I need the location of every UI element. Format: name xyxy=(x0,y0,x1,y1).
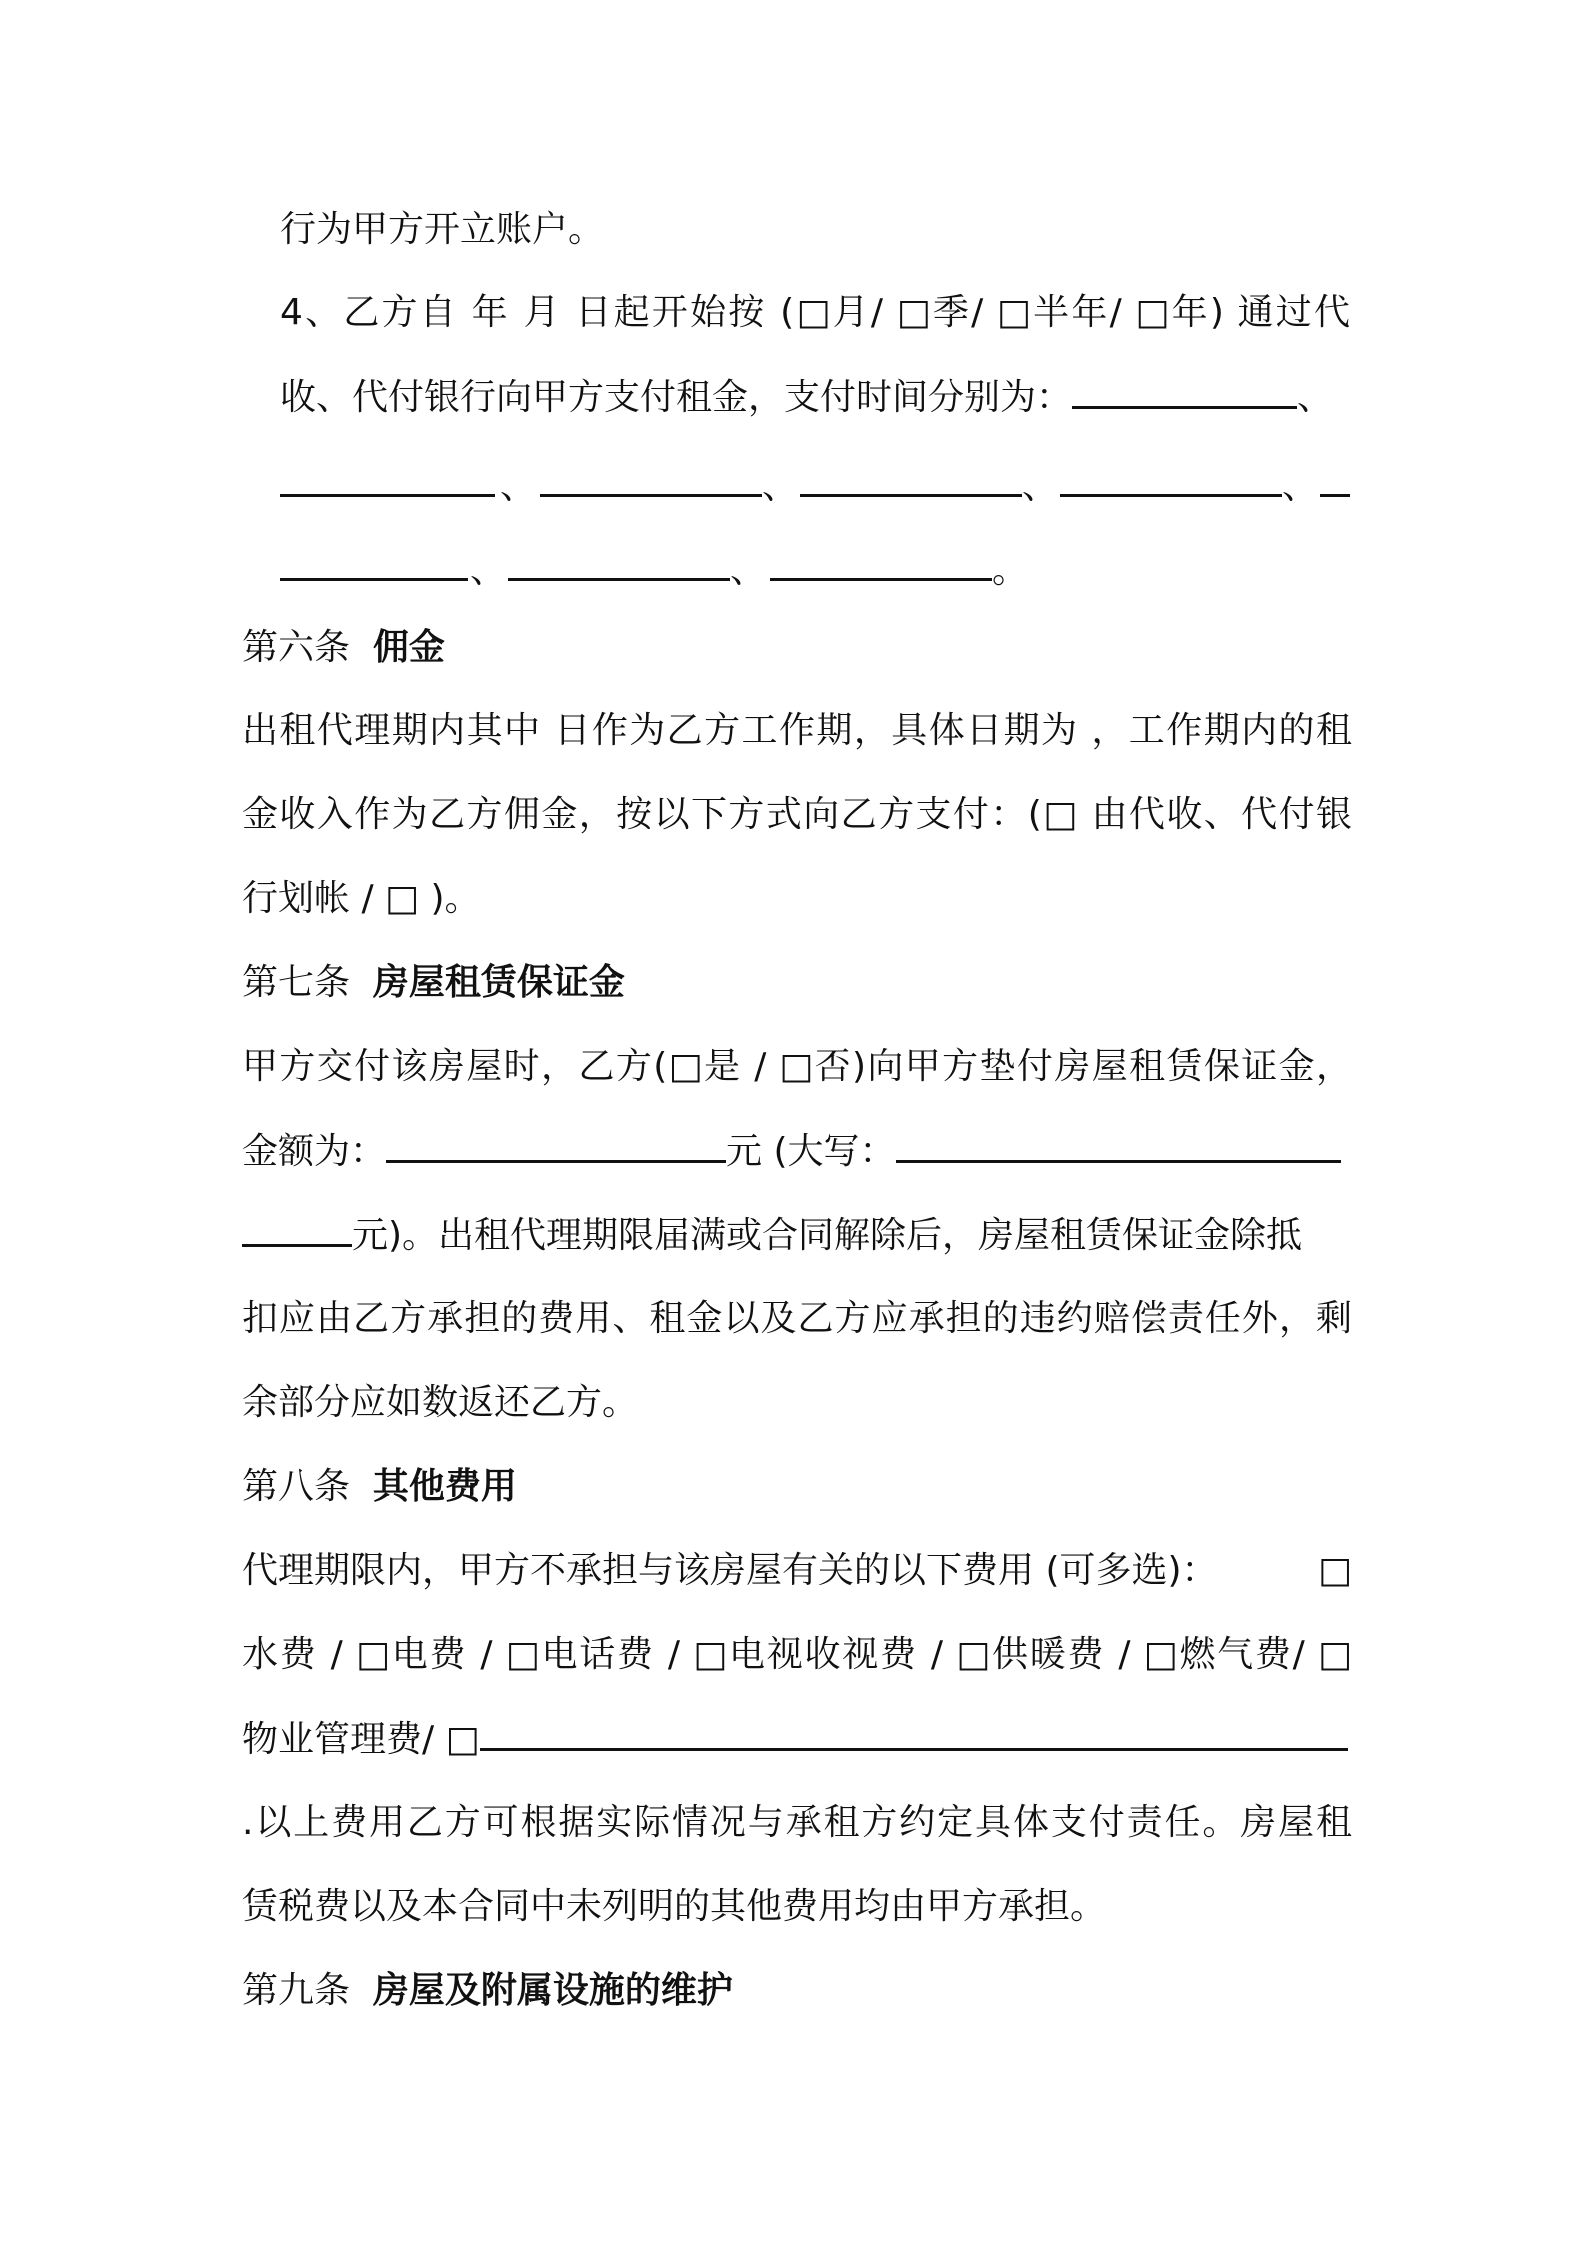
section-heading xyxy=(242,1462,1352,1512)
blank-field xyxy=(1072,372,1297,409)
blank-field xyxy=(1320,494,1350,497)
paragraph-line: 甲方交付该房屋时，乙方(□是 / □否)向甲方垫付房屋租赁保证金， xyxy=(242,1046,1352,1087)
capital-amount-blank xyxy=(242,1210,352,1247)
paragraph-line: 扣应由乙方承担的费用、租金以及乙方应承担的违约赔偿责任外，剩 xyxy=(242,1298,1352,1339)
payment-time-label: 收、代付银行向甲方支付租金，支付时间分别为： xyxy=(280,377,1073,418)
paragraph-line xyxy=(242,1210,1352,1261)
paragraph-text: 元)。出租代理期限届满或合同解除后，房屋租赁保证金除抵 xyxy=(352,1215,1303,1256)
paragraph-line xyxy=(242,1546,1352,1596)
paragraph-line xyxy=(242,1126,1352,1177)
blank-field xyxy=(508,578,730,581)
article-title: 房屋及附属设施的维护 xyxy=(372,1970,733,2011)
article-title: 佣金 xyxy=(372,627,445,668)
article-number: 第七条 xyxy=(242,962,351,1003)
capital-amount-label: 元 (大写： xyxy=(726,1131,896,1172)
paragraph-line: 金收入作为乙方佣金，按以下方式向乙方支付：(□ 由代收、代付银 xyxy=(242,794,1352,835)
blank-field xyxy=(1060,494,1282,497)
amount-blank xyxy=(386,1126,726,1163)
capital-amount-blank xyxy=(896,1126,1341,1163)
blank-field xyxy=(770,578,992,581)
article-title: 其他费用 xyxy=(372,1466,517,1507)
paragraph-line: 水费 / □电费 / □电话费 / □电视收视费 / □供暖费 / □燃气费/ □ xyxy=(242,1634,1352,1675)
separator: 、 xyxy=(762,466,799,507)
other-fee-blank xyxy=(480,1714,1348,1751)
article-number: 第九条 xyxy=(242,1970,351,2011)
amount-label: 金额为： xyxy=(242,1131,387,1172)
section-heading xyxy=(242,958,1352,1008)
paragraph-text: 代理期限内，甲方不承担与该房屋有关的以下费用 (可多选)： xyxy=(242,1550,1218,1591)
article-number: 第八条 xyxy=(242,1466,351,1507)
paragraph-line: .以上费用乙方可根据实际情况与承租方约定具体支付责任。房屋租 xyxy=(242,1802,1352,1843)
paragraph-line: 行为甲方开立账户。 xyxy=(280,209,605,250)
paragraph-line: 行划帐 / □ )。 xyxy=(242,878,481,919)
blank-field xyxy=(800,494,1022,497)
separator: 、 xyxy=(730,550,767,591)
paragraph-line: 出租代理期内其中 日作为乙方工作期，具体日期为 ，工作期内的租 xyxy=(242,710,1352,751)
paragraph-line: 赁税费以及本合同中未列明的其他费用均由甲方承担。 xyxy=(242,1886,1107,1927)
article-title: 房屋租赁保证金 xyxy=(372,962,625,1003)
blank-field xyxy=(280,494,495,497)
blank-field xyxy=(540,494,762,497)
separator: 、 xyxy=(500,466,537,507)
paragraph-line xyxy=(242,1714,1352,1765)
separator: 、 xyxy=(470,550,507,591)
paragraph-line xyxy=(280,372,1380,423)
paragraph-text: 物业管理费/ □ xyxy=(242,1719,480,1760)
article-number: 第六条 xyxy=(242,627,351,668)
blank-field xyxy=(280,578,468,581)
paragraph-line: 余部分应如数返还乙方。 xyxy=(242,1382,639,1423)
checkbox-icon[interactable]: □ xyxy=(1317,1550,1352,1591)
separator: 。 xyxy=(992,550,1029,591)
section-heading xyxy=(242,1966,1352,2016)
separator: 、 xyxy=(1282,466,1319,507)
separator: 、 xyxy=(1297,377,1334,418)
paragraph-line: 4、乙方自 年 月 日起开始按 (□月/ □季/ □半年/ □年) 通过代 xyxy=(280,292,1350,333)
separator: 、 xyxy=(1022,466,1059,507)
section-heading xyxy=(242,623,1352,673)
